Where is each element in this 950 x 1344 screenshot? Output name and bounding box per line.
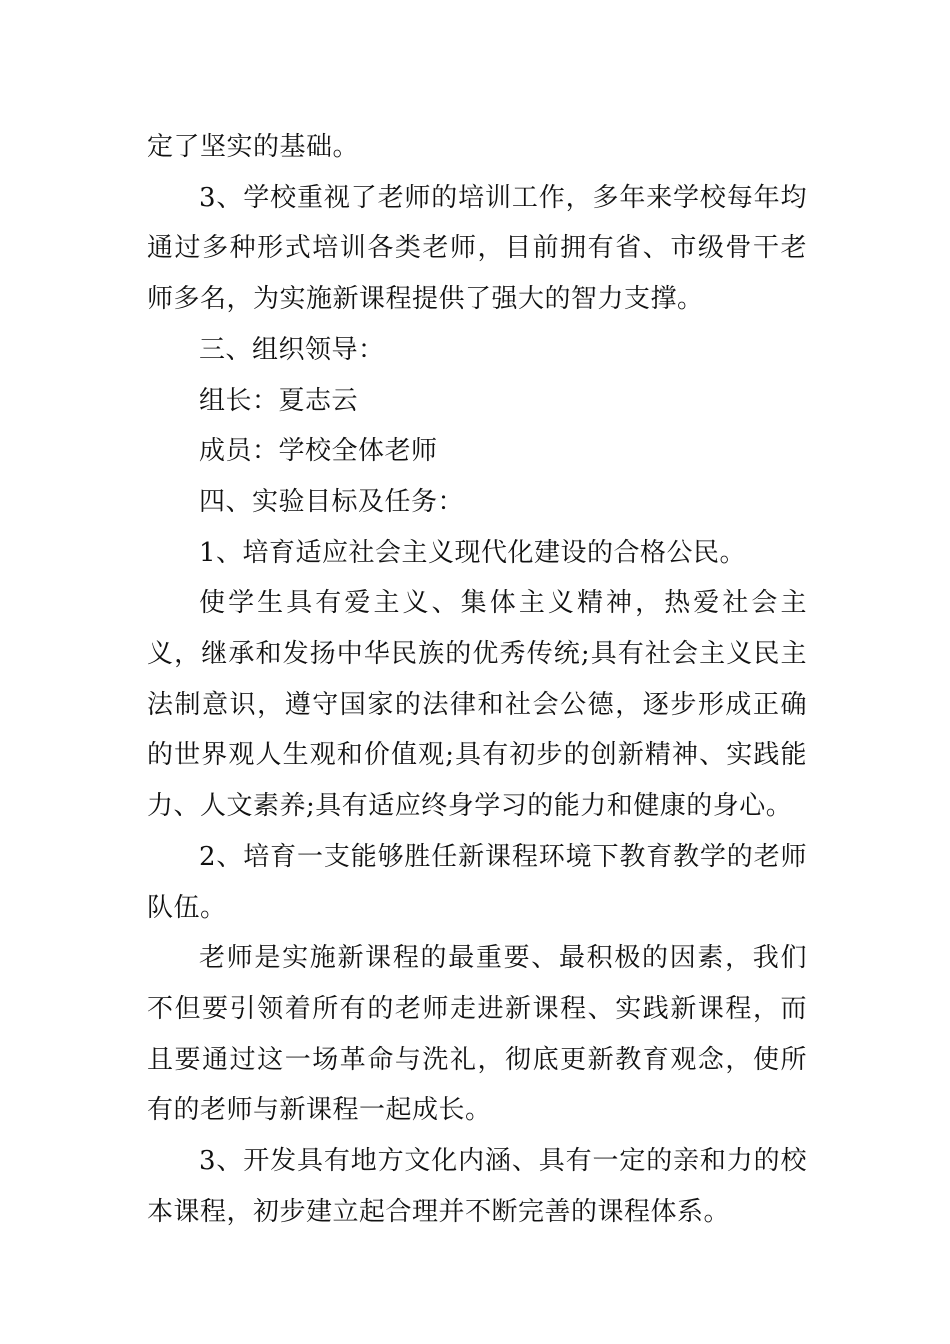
paragraph-goal-1-detail: 使学生具有爱主义、集体主义精神，热爱社会主义，继承和发扬中华民族的优秀传统;具有社会主义民主法制意识，遵守国家的法律和社会公德，逐步形成正确的世界观人生观和价值观;具有初步的创新精神、实践能力、人文素养;具有适应终身学习的能力和健康的身心。 [147, 588, 807, 822]
document-body [147, 122, 807, 1237]
paragraph-teacher-training: 3、学校重视了老师的培训工作，多年来学校每年均通过多种形式培训各类老师，目前拥有省、市级骨干老师多名，为实施新课程提供了强大的智力支撑。 [147, 182, 807, 315]
heading-organization-leadership: 三、组织领导： [199, 334, 385, 365]
paragraph-goal-3: 3、开发具有地方文化内涵、具有一定的亲和力的校本课程，初步建立起合理并不断完善的课程体系。 [147, 1146, 807, 1227]
paragraph-goal-2: 2、培育一支能够胜任新课程环境下教育教学的老师队伍。 [147, 841, 807, 923]
paragraph-members: 成员：学校全体老师 [199, 436, 438, 467]
heading-goals-and-tasks: 四、实验目标及任务： [199, 486, 465, 517]
paragraph-group-leader: 组长：夏志云 [199, 385, 359, 416]
paragraph-foundation-ending: 定了坚实的基础。 [147, 132, 360, 162]
paragraph-goal-1: 1、培育适应社会主义现代化建设的合格公民。 [199, 537, 747, 568]
paragraph-goal-2-detail: 老师是实施新课程的最重要、最积极的因素，我们不但要引领着所有的老师走进新课程、实践新课程，而且要通过这一场革命与洗礼，彻底更新教育观念，使所有的老师与新课程一起成长。 [147, 943, 807, 1126]
